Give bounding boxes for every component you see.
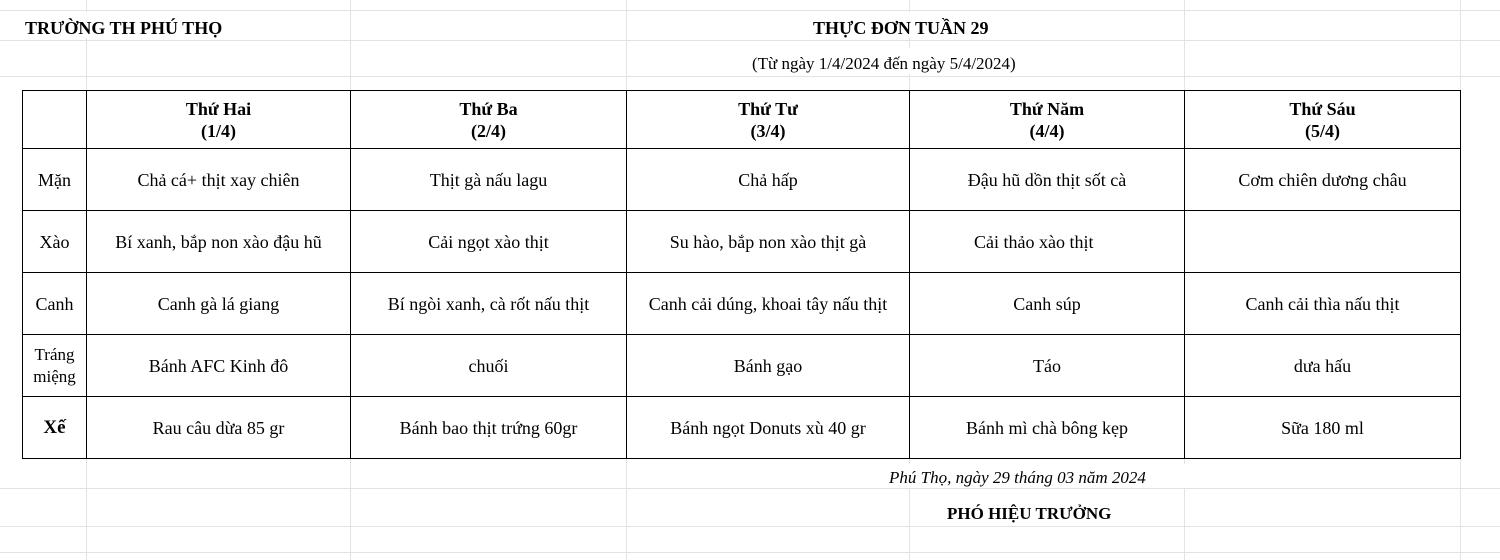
menu-title: THỰC ĐƠN TUẦN 29 <box>813 18 989 38</box>
menu-cell: Táo <box>910 335 1185 397</box>
menu-cell: Cải ngọt xào thịt <box>351 211 627 273</box>
menu-cell: Bánh AFC Kinh đô <box>87 335 351 397</box>
sheet-gridline <box>0 552 1500 553</box>
menu-cell: Su hào, bắp non xào thịt gà <box>627 211 910 273</box>
menu-cell: Sữa 180 ml <box>1185 397 1461 459</box>
row-label: Mặn <box>23 149 87 211</box>
menu-cell: Thịt gà nấu lagu <box>351 149 627 211</box>
sheet-gridline <box>0 40 1500 41</box>
menu-cell: Bánh mì chà bông kẹp <box>910 397 1185 459</box>
day-header-mon: Thứ Hai (1/4) <box>87 91 351 149</box>
signer-title: PHÓ HIỆU TRƯỞNG <box>947 504 1112 523</box>
menu-cell <box>1185 211 1461 273</box>
day-header-thu: Thứ Năm (4/4) <box>910 91 1185 149</box>
menu-cell: Chả cá+ thịt xay chiên <box>87 149 351 211</box>
weekly-menu-table <box>22 90 1461 459</box>
menu-cell: Cơm chiên dương châu <box>1185 149 1461 211</box>
menu-cell: Rau câu dừa 85 gr <box>87 397 351 459</box>
menu-cell: chuối <box>351 335 627 397</box>
row-label: Tráng miệng <box>23 335 87 397</box>
menu-cell: Đậu hũ dồn thịt sốt cà <box>910 149 1185 211</box>
menu-cell: Bánh ngọt Donuts xù 40 gr <box>627 397 910 459</box>
menu-cell: Canh gà lá giang <box>87 273 351 335</box>
corner-cell <box>23 91 87 149</box>
day-header-tue: Thứ Ba (2/4) <box>351 91 627 149</box>
table-row <box>23 273 1461 335</box>
table-row <box>23 397 1461 459</box>
table-header-row <box>23 91 1461 149</box>
sheet-gridline <box>0 488 1500 489</box>
menu-cell: dưa hấu <box>1185 335 1461 397</box>
place-date: Phú Thọ, ngày 29 tháng 03 năm 2024 <box>889 468 1146 487</box>
menu-cell: Cải thảo xào thịt <box>910 211 1185 273</box>
sheet-gridline <box>0 10 1500 11</box>
day-header-wed: Thứ Tư (3/4) <box>627 91 910 149</box>
table-row <box>23 149 1461 211</box>
table-row <box>23 335 1461 397</box>
row-label: Canh <box>23 273 87 335</box>
menu-cell: Chả hấp <box>627 149 910 211</box>
menu-cell: Bí xanh, bắp non xào đậu hũ <box>87 211 351 273</box>
menu-cell: Bí ngòi xanh, cà rốt nấu thịt <box>351 273 627 335</box>
menu-cell: Canh cải thìa nấu thịt <box>1185 273 1461 335</box>
sheet-gridline <box>0 526 1500 527</box>
menu-cell: Bánh gạo <box>627 335 910 397</box>
row-label: Xào <box>23 211 87 273</box>
school-name: TRƯỜNG TH PHÚ THỌ <box>25 18 223 38</box>
menu-cell: Bánh bao thịt trứng 60gr <box>351 397 627 459</box>
table-row <box>23 211 1461 273</box>
date-range: (Từ ngày 1/4/2024 đến ngày 5/4/2024) <box>752 54 1016 73</box>
row-label: Xế <box>23 397 87 459</box>
menu-cell: Canh cải dúng, khoai tây nấu thịt <box>627 273 910 335</box>
day-header-fri: Thứ Sáu (5/4) <box>1185 91 1461 149</box>
menu-cell: Canh súp <box>910 273 1185 335</box>
sheet-gridline <box>0 76 1500 77</box>
